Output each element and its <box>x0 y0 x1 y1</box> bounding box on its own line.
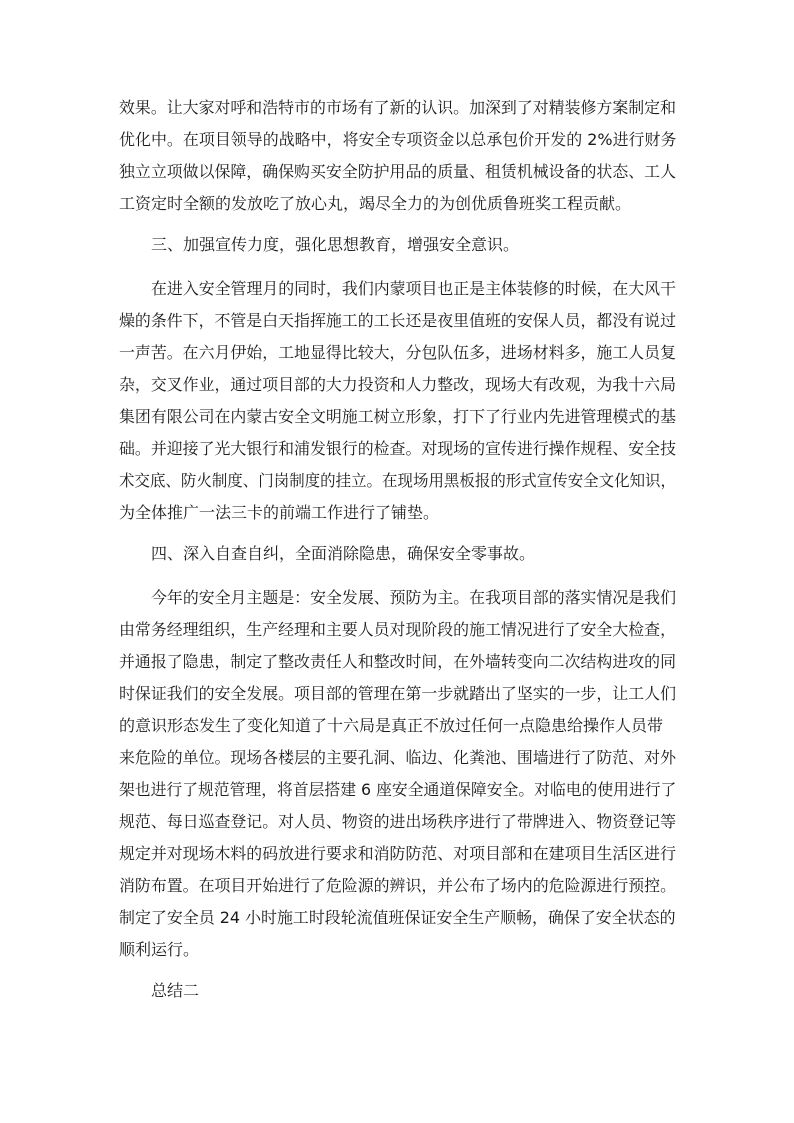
paragraph-line: 效果。让大家对呼和浩特市的市场有了新的认识。加深到了对精装修方案制定和 <box>119 98 676 117</box>
paragraph-line: 础。并迎接了光大银行和浦发银行的检查。对现场的宣传进行操作规程、安全技 <box>119 439 676 458</box>
summary-heading: 总结二 <box>151 981 200 1000</box>
paragraph-line: 来危险的单位。现场各楼层的主要孔洞、临边、化粪池、围墙进行了防范、对外 <box>119 748 676 767</box>
paragraph-line: 时保证我们的安全发展。项目部的管理在第一步就踏出了坚实的一步，让工人们 <box>119 684 676 703</box>
paragraph-line: 为全体推广一法三卡的前端工作进行了铺垫。 <box>119 503 440 522</box>
paragraph-line: 规范、每日巡查登记。对人员、物资的进出场秩序进行了带牌进入、物资登记等 <box>119 812 676 831</box>
section-heading: 三、加强宣传力度，强化思想教育，增强安全意识。 <box>151 235 520 254</box>
paragraph-line: 集团有限公司在内蒙古安全文明施工树立形象，打下了行业内先进管理模式的基 <box>119 407 676 426</box>
paragraph-line: 工资定时全额的发放吃了放心丸，竭尽全力的为创优质鲁班奖工程贡献。 <box>119 194 632 213</box>
paragraph-line: 独立立项做以保障，确保购买安全防护用品的质量、租赁机械设备的状态、工人 <box>119 162 676 181</box>
section-heading: 四、深入自查自纠，全面消除隐患，确保安全零事故。 <box>151 544 536 563</box>
paragraph-line: 消防布置。在项目开始进行了危险源的辨识，并公布了场内的危险源进行预控。 <box>119 876 676 895</box>
paragraph-line: 的意识形态发生了变化知道了十六局是真正不放过任何一点隐患给操作人员带 <box>119 716 664 735</box>
paragraph-line: 顺利运行。 <box>119 940 200 959</box>
paragraph-line: 在进入安全管理月的同时，我们内蒙项目也正是主体装修的时候，在大风干 <box>151 279 677 298</box>
paragraph-line: 并通报了隐患，制定了整改责任人和整改时间，在外墙转变向二次结构进攻的同 <box>119 652 676 671</box>
paragraph-line: 杂，交叉作业，通过项目部的大力投资和人力整改，现场大有改观，为我十六局 <box>119 375 676 394</box>
paragraph-line: 架也进行了规范管理，将首层搭建 6 座安全通道保障安全。对临电的使用进行了 <box>119 780 677 799</box>
paragraph-line: 今年的安全月主题是：安全发展、预防为主。在我项目部的落实情况是我们 <box>151 588 677 607</box>
paragraph-line: 由常务经理组织，生产经理和主要人员对现阶段的施工情况进行了安全大检查， <box>119 620 676 639</box>
paragraph-line: 规定并对现场木料的码放进行要求和消防防范、对项目部和在建项目生活区进行 <box>119 844 676 863</box>
paragraph-line: 一声苦。在六月伊始，工地显得比较大，分包队伍多，进场材料多，施工人员复 <box>119 343 676 362</box>
paragraph-line: 优化中。在项目领导的战略中，将安全专项资金以总承包价开发的 2%进行财务 <box>119 130 677 149</box>
paragraph-line: 术交底、防火制度、门岗制度的挂立。在现场用黑板报的形式宣传安全文化知识， <box>119 471 677 490</box>
paragraph-line: 制定了安全员 24 小时施工时段轮流值班保证安全生产顺畅，确保了安全状态的 <box>119 908 676 927</box>
paragraph-line: 燥的条件下，不管是白天指挥施工的工长还是夜里值班的安保人员，都没有说过 <box>119 311 676 330</box>
